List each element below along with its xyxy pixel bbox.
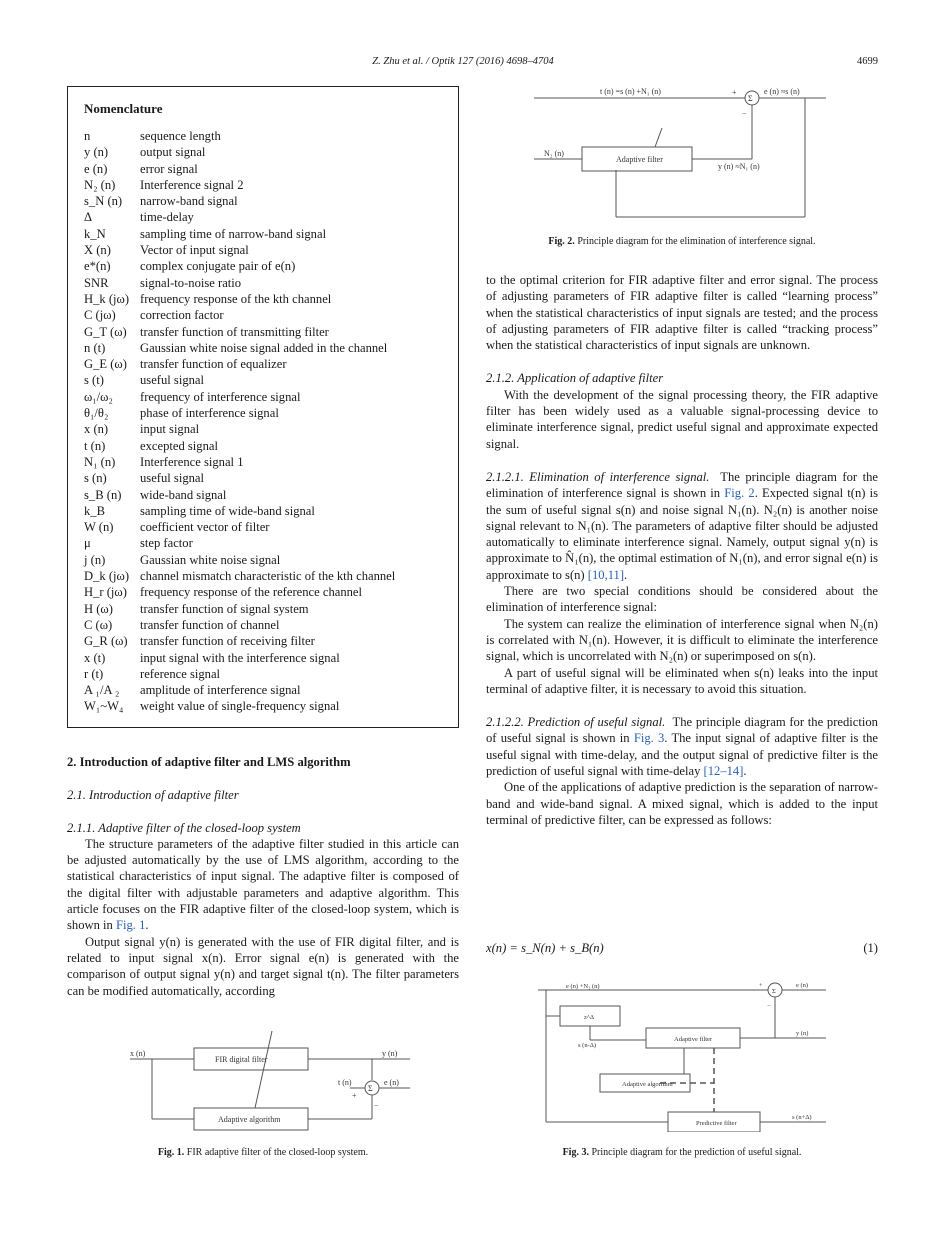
nomenclature-description: Gaussian white noise signal <box>140 552 281 567</box>
nomenclature-description: transfer function of receiving filter <box>140 634 315 649</box>
nomenclature-symbol: x (t) <box>84 650 106 665</box>
nomenclature-symbol: W (n) <box>84 520 114 535</box>
fig2-y-label: y (n) ≈N₁ (n) <box>718 162 760 171</box>
nomenclature-row <box>84 275 395 291</box>
subsection-heading: 2.1.2. Application of adaptive filter <box>486 371 664 386</box>
nomenclature-row <box>84 226 395 242</box>
nomenclature-symbol: e*(n) <box>84 259 111 274</box>
nomenclature-row <box>84 552 395 568</box>
nomenclature-description: step factor <box>140 536 193 551</box>
nomenclature-row <box>84 535 395 551</box>
nomenclature-row <box>84 372 395 388</box>
figure-1-diagram <box>110 1026 420 1134</box>
fig1-block-algorithm: Adaptive algorithm <box>218 1115 281 1124</box>
nomenclature-description: transfer function of signal system <box>140 601 309 616</box>
fig3-minus-sign: − <box>767 1003 771 1010</box>
nomenclature-symbol: H_k (jω) <box>84 291 130 306</box>
nomenclature-symbol: e (n) <box>84 161 108 176</box>
nomenclature-row <box>84 340 395 356</box>
nomenclature-symbol: θ₁/θ₂ <box>84 406 109 421</box>
nomenclature-symbol: G_E (ω) <box>84 357 127 372</box>
nomenclature-list <box>84 128 395 715</box>
nomenclature-description: Interference signal 2 <box>140 177 244 192</box>
nomenclature-row <box>84 389 395 405</box>
nomenclature-description: sequence length <box>140 129 221 143</box>
nomenclature-row <box>84 324 395 340</box>
nomenclature-description: frequency response of the reference channel <box>140 585 363 600</box>
nomenclature-row <box>84 584 395 600</box>
nomenclature-row <box>84 161 395 177</box>
nomenclature-description: excepted signal <box>140 438 218 453</box>
fig3-input-label: e (n) +N₁ (n) <box>566 983 600 990</box>
nomenclature-symbol: N₁ (n) <box>84 454 116 469</box>
nomenclature-description: Interference signal 1 <box>140 454 244 469</box>
nomenclature-row <box>84 633 395 649</box>
subsection-heading: 2.1. Introduction of adaptive filter <box>67 788 239 803</box>
figure-3-caption: Fig. 3. Principle diagram for the prediction of useful signal. <box>562 1147 802 1158</box>
nomenclature-row <box>84 307 395 323</box>
nomenclature-row <box>84 242 395 258</box>
nomenclature-row <box>84 470 395 486</box>
nomenclature-symbol: n <box>84 129 91 143</box>
nomenclature-description: useful signal <box>140 373 205 388</box>
nomenclature-symbol: A ₁/A ₂ <box>84 683 120 698</box>
fig2-sigma: Σ <box>748 94 753 103</box>
nomenclature-row <box>84 356 395 372</box>
nomenclature-row <box>84 503 395 519</box>
nomenclature-row <box>84 698 395 714</box>
equation-1 <box>486 941 878 956</box>
nomenclature-symbol: D_k (jω) <box>84 569 130 584</box>
paragraph: A part of useful signal will be eliminated when s(n) leaks into the input terminal of adaptive filter, it is necessary to avoid this situation. <box>486 665 878 696</box>
nomenclature-description: frequency response of the kth channel <box>140 291 332 306</box>
fig2-plus-sign: + <box>732 88 737 97</box>
nomenclature-symbol: s (n) <box>84 471 107 486</box>
nomenclature-description: output signal <box>140 145 206 160</box>
nomenclature-row <box>84 454 395 470</box>
paragraph: Output signal y(n) is generated with the use of FIR digital filter, and is related to input signal x(n). Error signal e(n) is generated with the comparison of output signal y(n) and target signal t(n). The filter parameters can be modified automatically, according <box>67 934 459 998</box>
nomenclature-description: phase of interference signal <box>140 406 279 421</box>
paragraph: One of the applications of adaptive prediction is the separation of narrow-band and wide-band signal. A mixed signal, which is added to the input terminal of predictive filter, can be expressed as follows: <box>486 780 878 827</box>
nomenclature-row <box>84 666 395 682</box>
nomenclature-symbol: x (n) <box>84 422 109 437</box>
nomenclature-description: weight value of single-frequency signal <box>140 699 340 714</box>
figure-1-caption: Fig. 1. FIR adaptive filter of the closed-loop system. <box>157 1147 369 1158</box>
nomenclature-description: sampling time of wide-band signal <box>140 503 315 518</box>
nomenclature-description: transfer function of equalizer <box>140 357 287 372</box>
paragraph: 2.1.2.1. Elimination of interference signal. The principle diagram for the elimination of interference signal is shown in Fig. 2. Expected signal t(n) is the sum of useful signal s(n) and noise signal N₁(n). N₂(n) is another noise signal relevant to N₁(n). The parameters of adaptive filter should be adjusted automatically to eliminate interference signal. Namely, output signal y(n) is approximate to N̂₁(n), the optimal estimation of N₁(n), and error signal e(n) is approximate to s(n) [10,11]. <box>486 469 878 582</box>
nomenclature-description: useful signal <box>140 471 205 486</box>
nomenclature-symbol: H_r (jω) <box>84 585 127 600</box>
figure-2-caption: Fig. 2. Principle diagram for the elimination of interference signal. <box>548 236 816 247</box>
nomenclature-symbol: r (t) <box>84 666 104 681</box>
nomenclature-description: complex conjugate pair of e(n) <box>140 259 296 274</box>
nomenclature-symbol: s_N (n) <box>84 194 123 209</box>
nomenclature-row <box>84 291 395 307</box>
nomenclature-row <box>84 128 395 144</box>
nomenclature-description: signal-to-noise ratio <box>140 275 242 290</box>
section-heading: 2. Introduction of adaptive filter and LMS algorithm <box>67 755 351 769</box>
nomenclature-row <box>84 568 395 584</box>
fig3-block-predictive: Predictive filter <box>696 1120 737 1127</box>
fig1-x-label: x (n) <box>130 1049 146 1058</box>
nomenclature-row <box>84 209 395 225</box>
fig3-sdelay-label: s (n-Δ) <box>578 1042 597 1049</box>
fig3-block-adaptive-filter: Adaptive filter <box>674 1036 713 1043</box>
nomenclature-symbol: k_B <box>84 503 105 518</box>
fig3-plus-sign: + <box>759 982 763 989</box>
fig3-y-label: y (n) <box>796 1030 809 1037</box>
nomenclature-description: wide-band signal <box>140 487 227 502</box>
fig3-output-label: s (n+Δ) <box>792 1114 812 1121</box>
nomenclature-symbol: j (n) <box>84 552 106 567</box>
nomenclature-row <box>84 682 395 698</box>
figure-link[interactable]: Fig. 2 <box>724 486 755 501</box>
nomenclature-description: error signal <box>140 161 198 176</box>
nomenclature-row <box>84 193 395 209</box>
nomenclature-description: input signal with the interference signal <box>140 650 340 665</box>
fig1-plus-sign: + <box>352 1091 357 1100</box>
fig1-sigma: Σ <box>368 1084 373 1093</box>
paragraph: to the optimal criterion for FIR adaptive filter and error signal. The process of adjusting parameters of FIR adaptive filter is called “learning process” when the statistical characteristics of input signals are tested; and the process of adjusting parameters of FIR adaptive filter is called “tracking process” when the statistical characteristics of input signals are unknown. <box>486 273 878 353</box>
nomenclature-row <box>84 617 395 633</box>
nomenclature-row <box>84 650 395 666</box>
nomenclature-description: frequency of interference signal <box>140 389 301 404</box>
nomenclature-description: correction factor <box>140 308 224 323</box>
subsubsection-heading: 2.1.1. Adaptive filter of the closed-loop system <box>67 820 301 835</box>
nomenclature-symbol: C (jω) <box>84 308 116 323</box>
equation-text: x(n) = s_N(n) + s_B(n) <box>486 941 604 955</box>
paragraph: 2.1.2.2. Prediction of useful signal. The principle diagram for the prediction of useful signal is shown in Fig. 3. The input signal of adaptive filter is the useful signal with time-delay, and the output signal of predictive filter is the prediction of useful signal with time-delay [12–14]. <box>486 715 878 779</box>
nomenclature-symbol: N₂ (n) <box>84 177 116 192</box>
nomenclature-description: amplitude of interference signal <box>140 683 301 698</box>
paragraph: There are two special conditions should be considered about the elimination of interference signal: <box>486 584 878 615</box>
nomenclature-symbol: μ <box>84 536 91 551</box>
nomenclature-symbol: ω₁/ω₂ <box>84 389 113 404</box>
figure-2-diagram <box>530 84 830 224</box>
nomenclature-row <box>84 601 395 617</box>
subsubsection-heading: 2.1.2.2. Prediction of useful signal. <box>486 715 666 730</box>
page-number: 4699 <box>857 56 878 67</box>
left-column-text <box>67 754 459 999</box>
fig1-minus-sign: − <box>374 1101 379 1110</box>
nomenclature-description: transfer function of transmitting filter <box>140 324 329 339</box>
nomenclature-row <box>84 258 395 274</box>
fig1-block-fir: FIR digital filter <box>215 1055 268 1064</box>
fig2-block: Adaptive filter <box>616 155 663 164</box>
fig2-t-label: t (n) =s (n) +N₁ (n) <box>600 87 661 96</box>
nomenclature-description: coefficient vector of filter <box>140 520 270 535</box>
fig1-y-label: y (n) <box>382 1049 398 1058</box>
nomenclature-symbol: W₁~W₄ <box>84 699 124 714</box>
nomenclature-description: time-delay <box>140 210 194 225</box>
nomenclature-row <box>84 421 395 437</box>
running-header <box>0 56 926 72</box>
nomenclature-description: Vector of input signal <box>140 243 249 258</box>
nomenclature-description: reference signal <box>140 666 221 681</box>
fig3-sigma: Σ <box>772 988 776 995</box>
fig1-e-label: e (n) <box>384 1078 399 1087</box>
nomenclature-row <box>84 487 395 503</box>
nomenclature-description: sampling time of narrow-band signal <box>140 226 327 241</box>
nomenclature-title: Nomenclature <box>84 101 163 116</box>
subsubsection-heading: 2.1.2.1. Elimination of interference signal. <box>486 469 710 484</box>
fig3-delay-label: z^Δ <box>584 1014 595 1021</box>
nomenclature-row <box>84 519 395 535</box>
nomenclature-symbol: n (t) <box>84 340 106 355</box>
nomenclature-description: channel mismatch characteristic of the kth channel <box>140 569 396 584</box>
nomenclature-row <box>84 438 395 454</box>
fig2-minus-sign: − <box>742 109 747 118</box>
nomenclature-symbol: H (ω) <box>84 601 113 616</box>
nomenclature-symbol: s_B (n) <box>84 487 122 502</box>
nomenclature-description: transfer function of channel <box>140 617 280 632</box>
nomenclature-symbol: k_N <box>84 226 106 241</box>
nomenclature-description: input signal <box>140 422 200 437</box>
nomenclature-box <box>67 86 459 728</box>
figure-link[interactable]: Fig. 1 <box>116 918 146 933</box>
nomenclature-description: Gaussian white noise signal added in the channel <box>140 340 388 355</box>
nomenclature-row <box>84 405 395 421</box>
fig2-n2-label: N₂ (n) <box>544 149 564 158</box>
paragraph: With the development of the signal processing theory, the FIR adaptive filter has been widely used as a valuable signal-processing device to eliminate interference signal, predict useful signal and approximate expected signal. <box>486 387 878 451</box>
reference-link[interactable]: [10,11] <box>587 567 625 582</box>
nomenclature-symbol: X (n) <box>84 243 111 258</box>
journal-citation: Z. Zhu et al. / Optik 127 (2016) 4698–4704 <box>372 56 554 67</box>
nomenclature-symbol: s (t) <box>84 373 104 388</box>
fig3-block-algorithm: Adaptive algorithm <box>622 1081 673 1088</box>
fig1-t-label: t (n) <box>338 1078 352 1087</box>
nomenclature-symbol: G_T (ω) <box>84 324 127 339</box>
nomenclature-row <box>84 144 395 160</box>
nomenclature-symbol: t (n) <box>84 438 106 453</box>
right-column-text <box>486 272 878 828</box>
fig3-e-label: e (n) <box>796 982 809 989</box>
figure-link[interactable]: Fig. 3 <box>633 731 665 746</box>
nomenclature-symbol: SNR <box>84 275 109 290</box>
figure-3-diagram <box>534 982 830 1132</box>
nomenclature-symbol: Δ <box>84 210 93 225</box>
equation-number: (1) <box>863 941 878 955</box>
nomenclature-row <box>84 177 395 193</box>
reference-link[interactable]: [12–14] <box>703 764 744 779</box>
nomenclature-symbol: y (n) <box>84 145 109 160</box>
nomenclature-symbol: G_R (ω) <box>84 634 128 649</box>
nomenclature-description: narrow-band signal <box>140 194 238 209</box>
nomenclature-symbol: C (ω) <box>84 617 113 632</box>
paragraph: The structure parameters of the adaptive filter studied in this article can be adjusted automatically by the use of LMS algorithm, according to the statistical characteristics of input signal. The adaptive filter is composed of the digital filter with adjustable parameters and adaptive algorithm. This article focuses on the FIR adaptive filter of the closed-loop system, which is shown in Fig. 1. <box>67 836 459 933</box>
fig2-e-label: e (n) ≈s (n) <box>764 87 800 96</box>
paragraph: The system can realize the elimination of interference signal when N₂(n) is correlated with N₁(n). However, it is difficult to eliminate the interference signal, which is uncorrelated with N₂(n) or superimposed on s(n). <box>486 616 878 664</box>
